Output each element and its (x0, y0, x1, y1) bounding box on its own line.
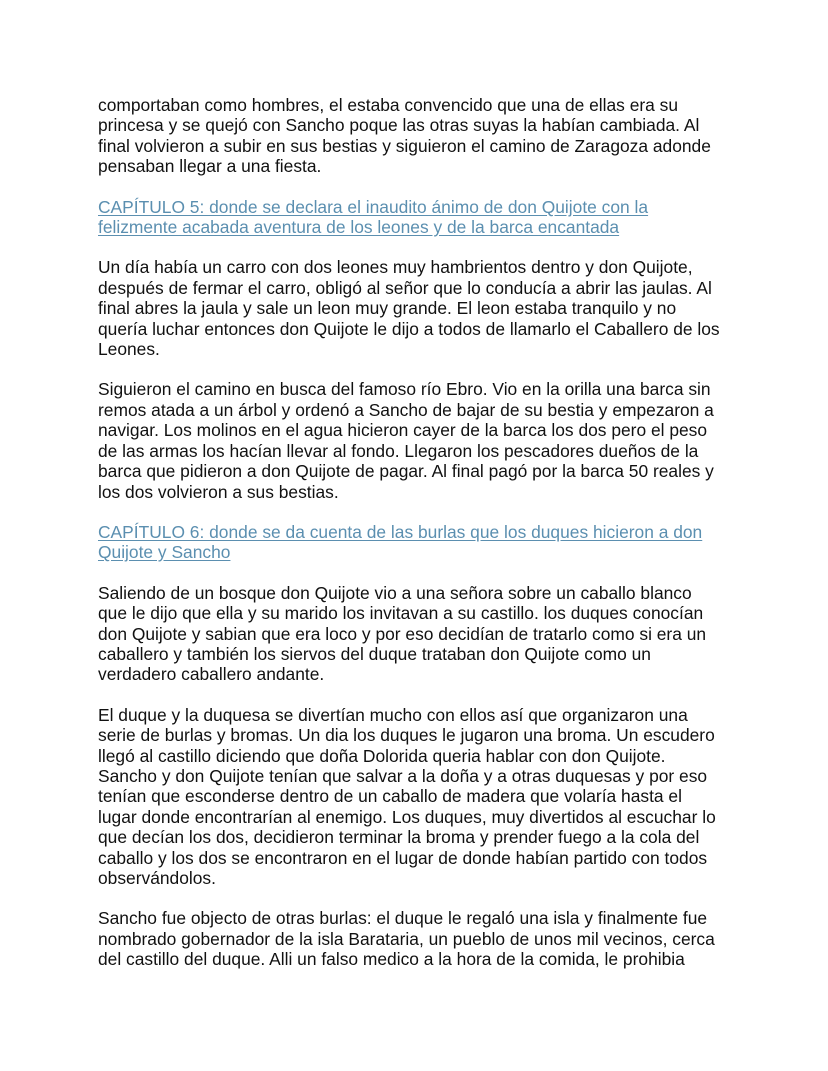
document-page (98, 95, 738, 970)
text-line: remos atada a un árbol y ordenó a Sancho de bajar de su bestia y empezaron a (98, 399, 714, 420)
text-line: Sancho fue objecto de otras burlas: el duque le regaló una isla y finalmente fue (98, 908, 708, 929)
spacer (98, 237, 738, 257)
text-line: barca que pidieron a don Quijote de pagar. Al final pagó por la barca 50 reales y (98, 461, 714, 482)
text-line: El duque y la duquesa se divertían mucho con ellos así que organizaron una (98, 704, 688, 725)
spacer (98, 563, 738, 583)
chapter-heading-link[interactable] (98, 522, 738, 563)
text-line: después de fermar el carro, obligó al señor que lo conducía a abrir las jaulas. Al (98, 277, 712, 298)
heading-line[interactable]: CAPÍTULO 6: donde se da cuenta de las burlas que los duques hicieron a don (98, 521, 703, 542)
text-line: final volvieron a subir en sus bestias y siguieron el camino de Zaragoza adonde (98, 135, 711, 156)
text-line: Sancho y don Quijote tenían que salvar a la doña y a otras duquesas y por eso (98, 765, 708, 786)
spacer (98, 685, 738, 705)
text-line: navigar. Los molinos en el agua hicieron cayer de la barca los dos pero el peso (98, 420, 708, 441)
text-line: nombrado gobernador de la isla Barataria, un pueblo de unos mil vecinos, cerca (98, 928, 715, 949)
text-line: de las armas los hacían llevar al fondo. Llegaron los pescadores dueños de la (98, 440, 699, 461)
text-line: princesa y se quejó con Sancho poque las otras suyas la habían cambiada. Al (98, 115, 700, 136)
text-line: caballo y los dos se encontraron en el lugar de donde habían partido con todos (98, 847, 708, 868)
spacer (98, 177, 738, 197)
text-line: llegó al castillo diciendo que doña Dolorida queria hablar con don Quijote. (98, 745, 666, 766)
text-line: quería luchar entonces don Quijote le dijo a todos de llamarlo el Caballero de los (98, 318, 720, 339)
spacer (98, 888, 738, 908)
text-line: don Quijote y sabian que era loco y por eso decidían de tratarlo como si era un (98, 623, 707, 644)
heading-line[interactable]: CAPÍTULO 5: donde se declara el inaudito ánimo de don Quijote con la (98, 196, 649, 217)
heading-line[interactable]: felizmente acabada aventura de los leones y de la barca encantada (98, 217, 620, 238)
text-line: tenían que esconderse dentro de un caballo de madera que volaría hasta el (98, 786, 682, 807)
text-line: del castillo del duque. Alli un falso medico a la hora de la comida, le prohibia (98, 949, 685, 970)
text-line: caballero y también los siervos del duque trataban don Quijote como un (98, 643, 651, 664)
text-line: verdadero caballero andante. (98, 664, 325, 685)
paragraph (98, 379, 738, 501)
text-line: comportaban como hombres, el estaba convencido que una de ellas era su (98, 95, 679, 115)
text-line: los dos volvieron a sus bestias. (98, 481, 339, 502)
chapter-heading-link[interactable] (98, 197, 738, 238)
text-line: Siguieron el camino en busca del famoso río Ebro. Vio en la orilla una barca sin (98, 379, 711, 400)
spacer (98, 502, 738, 522)
paragraph (98, 95, 738, 177)
heading-line[interactable]: Quijote y Sancho (98, 542, 231, 563)
spacer (98, 359, 738, 379)
text-line: que decían los dos, decidieron terminar la broma y prender fuego a la cola del (98, 827, 700, 848)
text-line: serie de burlas y bromas. Un dia los duques le jugaron una broma. Un escudero (98, 725, 715, 746)
text-line: Un día había un carro con dos leones muy hambrientos dentro y don Quijote, (98, 257, 693, 278)
paragraph (98, 908, 738, 969)
text-line: observándolos. (98, 868, 216, 888)
text-line: Saliendo de un bosque don Quijote vio a una señora sobre un caballo blanco (98, 582, 692, 603)
text-line: que le dijo que ella y su marido los invitavan a su castillo. los duques conocían (98, 603, 704, 624)
text-line: lugar donde encontrarían al enemigo. Los duques, muy divertidos al escuchar lo (98, 806, 716, 827)
paragraph (98, 705, 738, 889)
text-line: Leones. (98, 339, 160, 360)
text-line: final abres la jaula y sale un leon muy grande. El leon estaba tranquilo y no (98, 298, 677, 319)
paragraph (98, 583, 738, 685)
text-line: pensaban llegar a una fiesta. (98, 156, 322, 177)
paragraph (98, 257, 738, 359)
